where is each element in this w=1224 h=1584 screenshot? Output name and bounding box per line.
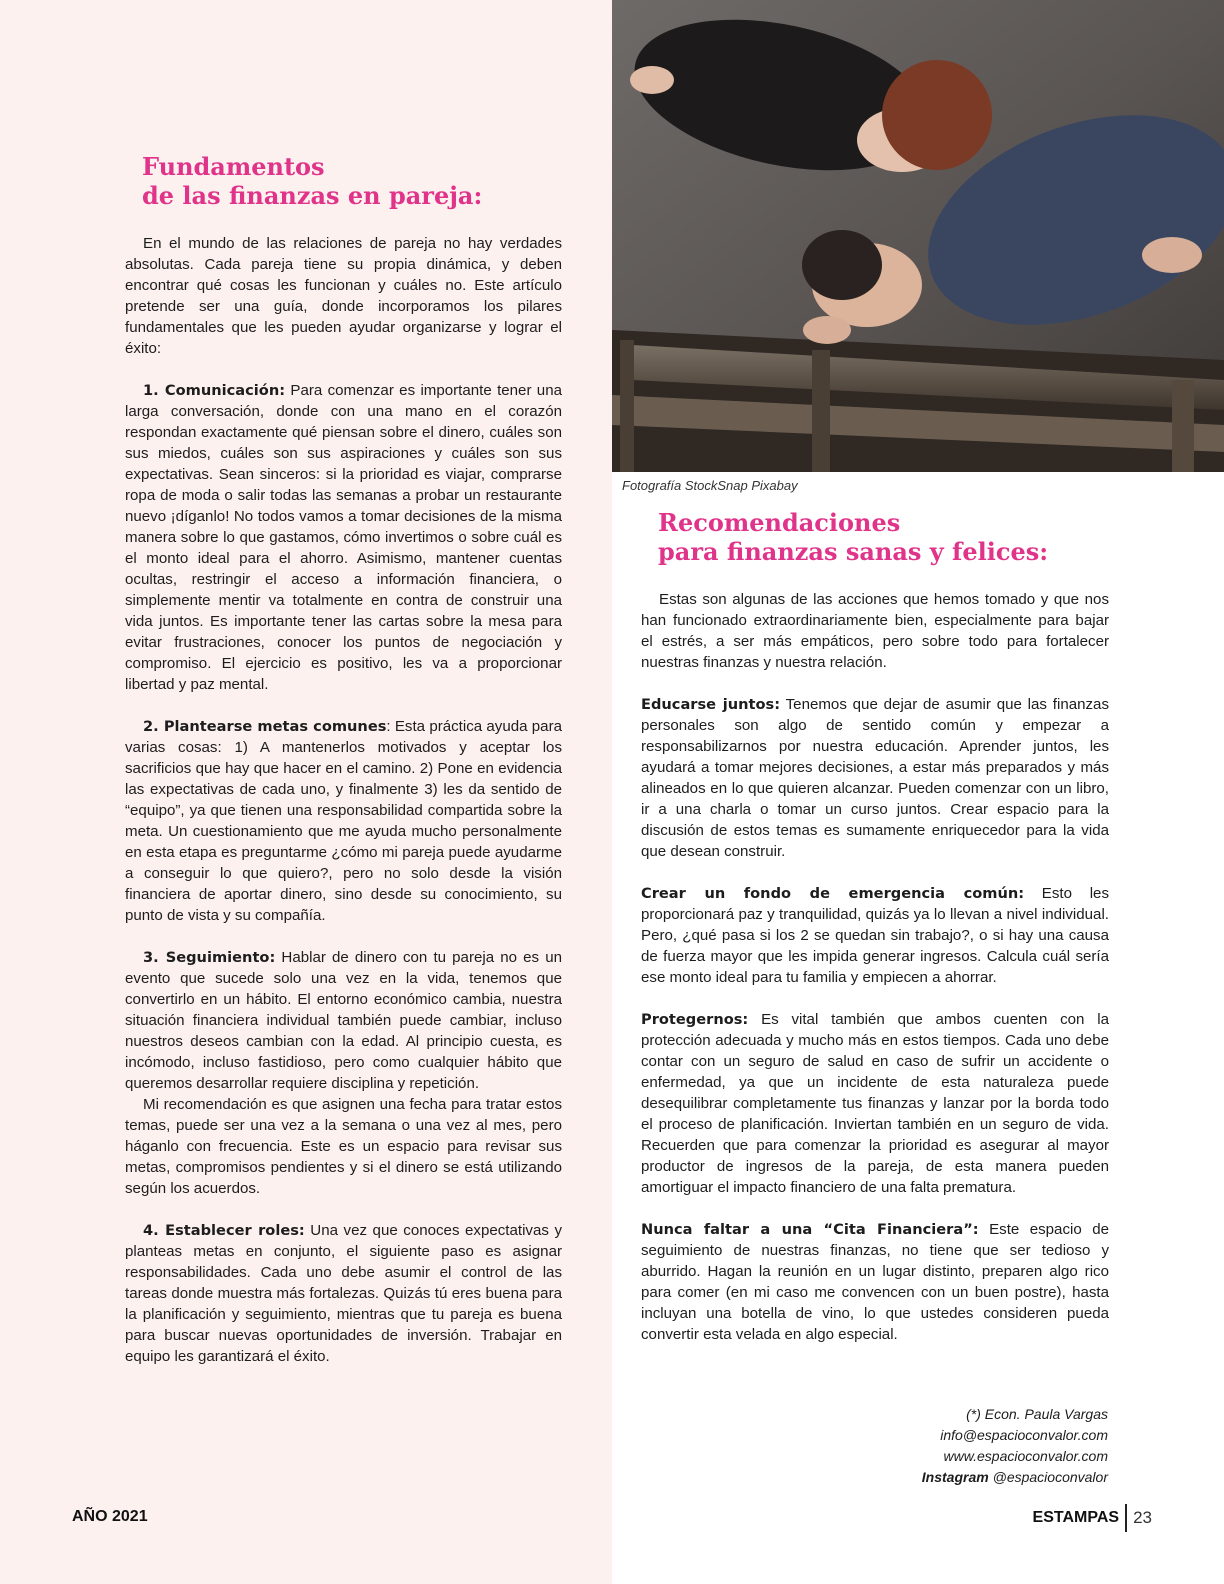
magazine-name: ESTAMPAS [1032, 1509, 1120, 1526]
folio-divider [1125, 1504, 1127, 1532]
right-item-4: Nunca faltar a una “Cita Financiera”: Este espacio de seguimiento de nuestras finanzas, no tiene que ser tedioso y aburrido. Hagan la reunión en un lugar distinto, preparen algo rico para comer (en mi caso me convencen con un buen postre), hasta incluyan una botella de vino, lo que ustedes consideren pueda convertir esta velada en algo especial. [641, 1221, 1109, 1343]
left-item-1: 1. Comunicación: Para comenzar es importante tener una larga conversación, donde con una mano en el corazón respondan exactamente qué piensan sobre el dinero, cuáles son sus miedos, cuáles son sus aspiraciones y cuáles son sus expectativas. Sean sinceros: si la prioridad es viajar, comprarse ropa de moda o salir todas las semanas a probar un restaurante nuevo ¡díganlo! No todos vamos a tomar decisiones de la misma manera sobre lo que gastamos, cómo invertimos o sobre cuál es el monto ideal para el ahorro. Asimismo, mantener cuentas ocultas, restringir el acceso a información financiera, o simplemente mentir va totalmente en contra de construir una vida juntos. Es importante tener las cartas sobre la mesa para evitar frustraciones, conocer los puntos de negociación y compromiso. El ejercicio es positivo, les va a proporcionar libertad y paz mental. [125, 382, 562, 693]
left-section-title: Fundamentos de las finanzas en pareja: [142, 152, 483, 210]
right-item-2: Crear un fondo de emergencia común: Esto les proporcionará paz y tranquilidad, quizás ya lo llevan a nivel individual. Pero, ¿qué pasa si los 2 se quedan sin trabajo?, o si hay una causa de fuerza mayor que les impida generar ingresos. Calcula cuál sería ese monto ideal para tu familia y empiecen a ahorrar. [641, 885, 1109, 986]
couple-photo [612, 0, 1224, 472]
right-section-title: Recomendaciones para finanzas sanas y felices: [658, 508, 1049, 566]
right-intro: Estas son algunas de las acciones que hemos tomado y que nos han funcionado extraordinariamente bien, especialmente para bajar el estrés, a ser más empáticos, pero sobre todo para fortalecer nuestras finanzas y nuestra relación. [641, 591, 1109, 671]
author-email[interactable]: info@espacioconvalor.com [940, 1427, 1108, 1443]
page-number: 23 [1133, 1508, 1152, 1527]
left-item-3-continued: Mi recomendación es que asignen una fecha para tratar estos temas, puede ser una vez a la semana o una vez al mes, pero háganlo con frecuencia. Este es un espacio para revisar sus metas, compromisos pendientes y si el dinero se está utilizando según los acuerdos. [125, 1096, 562, 1197]
left-item-4: 4. Establecer roles: Una vez que conoces expectativas y planteas metas en conjunto, el siguiente paso es asignar responsabilidades. Cada uno debe asumir el control de las tareas donde muestra más fortalezas. Quizás tú eres buena para la planificación y seguimiento, mientras que tu pareja es buena para buscar nuevas oportunidades de inversión. Trabajar en equipo les garantizará el éxito. [125, 1222, 563, 1365]
footer-year: AÑO 2021 [72, 1508, 148, 1525]
author-signature [922, 1404, 1108, 1488]
author-name: (*) Econ. Paula Vargas [966, 1406, 1108, 1422]
left-article-column [125, 233, 562, 1367]
right-item-3: Protegernos: Es vital también que ambos cuenten con la protección adecuada y mucho más en estos tiempos. Cada uno debe contar con un seguro de salud en caso de sufrir un accidente o enfermedad, ya que un incidente de esta naturaleza puede desequilibrar completamente tus finanzas y lanzar por la borda todo el proceso de planificación. Inviertan también en un seguro de vida. Recuerden que para comenzar la prioridad es asegurar al mayor productor de ingresos de la pareja, de esta manera pueden amortiguar el impacto financiero de una falta prematura. [641, 1011, 1109, 1196]
photo-credit: Fotografía StockSnap Pixabay [622, 478, 798, 493]
author-website[interactable]: www.espacioconvalor.com [943, 1448, 1108, 1464]
author-instagram[interactable]: Instagram @espacioconvalor [921, 1469, 1108, 1485]
right-article-column [641, 589, 1109, 1345]
left-item-3: 3. Seguimiento: Hablar de dinero con tu pareja no es un evento que sucede solo una vez en la vida, tenemos que convertirlo en un hábito. El entorno económico cambia, nuestra situación financiera individual también puede cambiar, incluso nuestros deseos cambian con la edad. Al principio cuesta, es incómodo, incluso fastidioso, pero como cualquier hábito que queremos desarrollar requiere disciplina y repetición. [125, 949, 562, 1092]
footer-folio [1033, 1504, 1152, 1532]
left-item-2: 2. Plantearse metas comunes: Esta práctica ayuda para varias cosas: 1) A mantenerlos motivados y aceptar los sacrificios que hay que hacer en el camino. 2) Pone en evidencia las expectativas de cada uno, y finalmente 3) les da sentido de “equipo”, ya que tienen una responsabilidad compartida sobre la meta. Un cuestionamiento que me ayuda mucho personalmente en esta etapa es preguntarme ¿cómo mi pareja puede ayudarme a conseguir lo que quiero?, pero no solo desde la visión financiera de aportar dinero, sino desde su conocimiento, su punto de vista y su compañía. [125, 718, 562, 924]
right-item-1: Educarse juntos: Tenemos que dejar de asumir que las finanzas personales son algo de sentido común y empezar a responsabilizarnos por nuestra educación. Aprender juntos, les ayudará a tomar mejores decisiones, a estar más preparados y más alineados en lo que quieren alcanzar. Pueden comenzar con un libro, ir a una charla o tomar un curso juntos. Crear espacio para la discusión de estos temas es sumamente enriquecedor para la vida que desean construir. [641, 696, 1109, 860]
left-intro: En el mundo de las relaciones de pareja no hay verdades absolutas. Cada pareja tiene su propia dinámica, y deben encontrar qué cosas les funcionan y cuáles no. Este artículo pretende ser una guía, donde incorporamos los pilares fundamentales que les pueden ayudar organizarse y lograr el éxito: [125, 235, 562, 357]
